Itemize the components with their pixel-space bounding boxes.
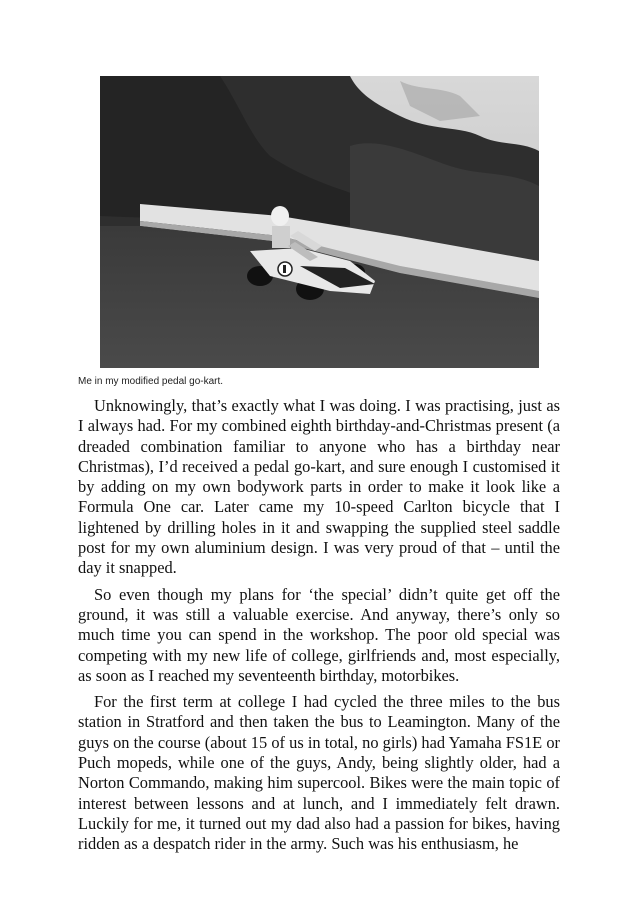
go-kart-photo (100, 76, 539, 368)
body-text (78, 396, 560, 861)
paragraph: For the first term at college I had cycled the three miles to the bus station in Stratford and then taken the bus to Leamington. Many of the guys on the course (about 15 of us in total, no girls) had Yamaha FS1E or Puch mopeds, while one of the guys, Andy, being slightly older, had a Norton Commando, making him supercool. Bikes were the main topic of interest between lessons and at lunch, and I immediately felt drawn. Luckily for me, it turned out my dad also had a passion for bikes, having ridden as a despatch rider in the army. Such was his enthusiasm, he (78, 692, 560, 854)
paragraph: So even though my plans for ‘the special’ didn’t quite get off the ground, it was still a valuable exercise. And anyway, there’s only so much time you can spend in the workshop. The poor old special was competing with my new life of college, girlfriends and, most especially, as soon as I reached my seventeenth birthday, motorbikes. (78, 584, 560, 685)
paragraph: Unknowingly, that’s exactly what I was doing. I was practising, just as I always had. For my combined eighth birthday-and-Christmas present (a dreaded combination familiar to anyone who has a birthday near Christmas), I’d received a pedal go-kart, and sure enough I customised it by adding on my own bodywork parts in order to make it look like a Formula One car. Later came my 10-speed Carlton bicycle that I lightened by drilling holes in it and swapping the supplied steel saddle post for my own aluminium design. I was very proud of that – until the day it snapped. (78, 396, 560, 578)
figure-caption: Me in my modified pedal go-kart. (78, 376, 224, 387)
